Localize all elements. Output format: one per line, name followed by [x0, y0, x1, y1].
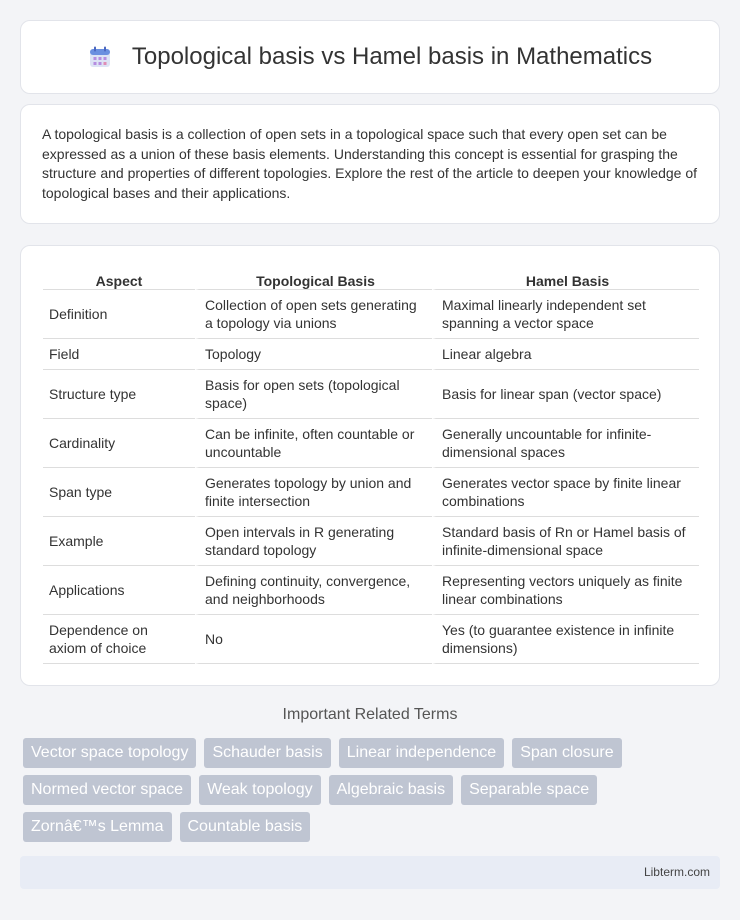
comparison-table: [43, 264, 699, 664]
cell-aspect: Example: [43, 517, 195, 566]
header-hamel-basis: Hamel Basis: [432, 264, 699, 290]
term-tag-linear-independence[interactable]: Linear independence: [339, 738, 504, 768]
header-topological-basis: Topological Basis: [195, 264, 432, 290]
cell-hamel: Representing vectors uniquely as finite linear combinations: [432, 566, 699, 615]
term-row: [23, 775, 723, 805]
table-header-row: [43, 264, 699, 290]
cell-aspect: Dependence on axiom of choice: [43, 615, 195, 664]
table-row: [43, 339, 699, 370]
table-row: [43, 290, 699, 339]
title-wrap: [88, 43, 652, 71]
term-row: [23, 738, 723, 768]
comparison-table-card: [20, 245, 720, 686]
intro-paragraph: A topological basis is a collection of open sets in a topological space such that every open set can be expressed as a union of these basis elements. Understanding this concept is essential for grasping the structure and properties of different topologies. Explore the rest of the article to deepen your knowledge of topological bases and their applications.: [42, 126, 698, 201]
cell-hamel: Maximal linearly independent set spanning a vector space: [432, 290, 699, 339]
term-tag-weak-topology[interactable]: Weak topology: [199, 775, 321, 805]
term-tag-countable-basis[interactable]: Countable basis: [180, 812, 311, 842]
cell-topological: No: [195, 615, 432, 664]
cell-topological: Collection of open sets generating a topology via unions: [195, 290, 432, 339]
table-row: [43, 419, 699, 468]
cell-hamel: Yes (to guarantee existence in infinite dimensions): [432, 615, 699, 664]
table-row: [43, 615, 699, 664]
cell-topological: Basis for open sets (topological space): [195, 370, 432, 419]
term-tag-vector-space-topology[interactable]: Vector space topology: [23, 738, 196, 768]
calendar-icon: [88, 45, 112, 69]
table-row: [43, 517, 699, 566]
term-tag-zorns-lemma[interactable]: Zornâ€™s Lemma: [23, 812, 172, 842]
cell-hamel: Generally uncountable for infinite-dimensional spaces: [432, 419, 699, 468]
table-row: [43, 566, 699, 615]
related-terms-title: Important Related Terms: [282, 706, 458, 723]
cell-topological: Can be infinite, often countable or uncountable: [195, 419, 432, 468]
cell-topological: Topology: [195, 339, 432, 370]
header-aspect: Aspect: [43, 264, 195, 290]
cell-aspect: Field: [43, 339, 195, 370]
footer-bar: [20, 856, 720, 889]
header-card: [20, 20, 720, 94]
cell-aspect: Cardinality: [43, 419, 195, 468]
cell-hamel: Linear algebra: [432, 339, 699, 370]
cell-aspect: Applications: [43, 566, 195, 615]
intro-card: [20, 104, 720, 224]
term-tag-separable-space[interactable]: Separable space: [461, 775, 597, 805]
cell-topological: Open intervals in R generating standard topology: [195, 517, 432, 566]
cell-hamel: Basis for linear span (vector space): [432, 370, 699, 419]
cell-topological: Generates topology by union and finite intersection: [195, 468, 432, 517]
term-row: [23, 812, 723, 842]
table-row: [43, 468, 699, 517]
term-tag-schauder-basis[interactable]: Schauder basis: [204, 738, 330, 768]
cell-hamel: Generates vector space by finite linear combinations: [432, 468, 699, 517]
term-tag-normed-vector-space[interactable]: Normed vector space: [23, 775, 191, 805]
cell-aspect: Definition: [43, 290, 195, 339]
related-terms-list: [23, 738, 723, 849]
footer-site-link[interactable]: Libterm.com: [643, 865, 710, 879]
table-row: [43, 370, 699, 419]
cell-hamel: Standard basis of Rn or Hamel basis of infinite-dimensional space: [432, 517, 699, 566]
cell-aspect: Structure type: [43, 370, 195, 419]
term-tag-span-closure[interactable]: Span closure: [512, 738, 621, 768]
cell-aspect: Span type: [43, 468, 195, 517]
page-title: Topological basis vs Hamel basis in Mathematics: [131, 43, 653, 70]
term-tag-algebraic-basis[interactable]: Algebraic basis: [329, 775, 454, 805]
cell-topological: Defining continuity, convergence, and neighborhoods: [195, 566, 432, 615]
